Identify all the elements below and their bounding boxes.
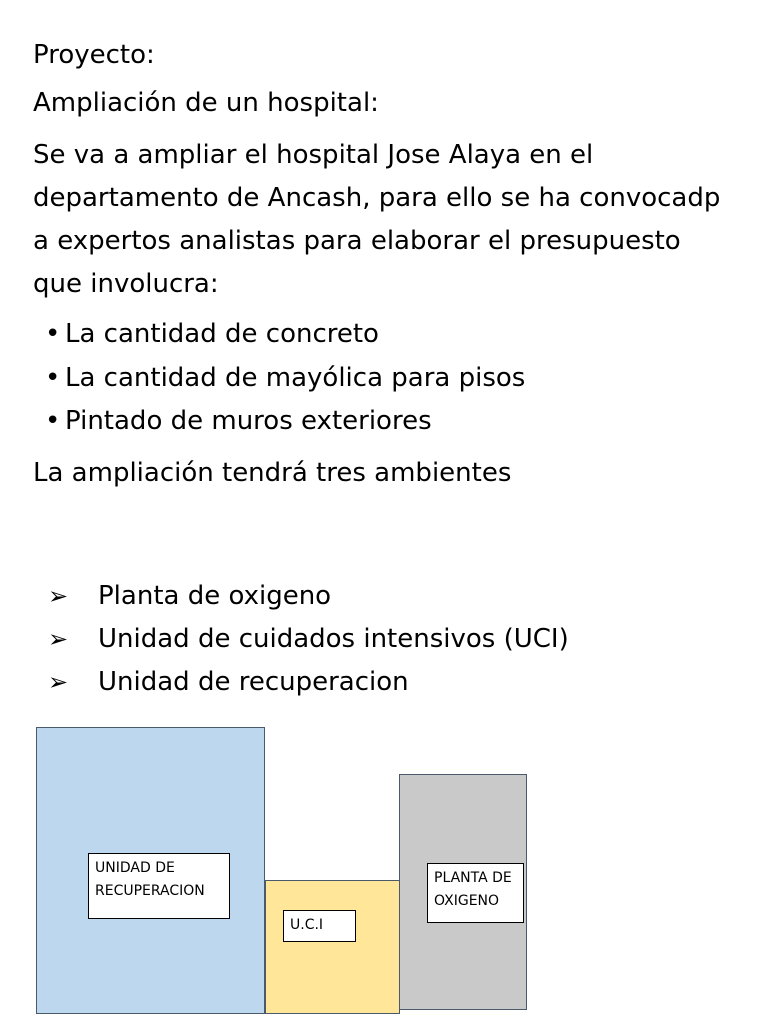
bullet-icon: •: [45, 319, 61, 349]
bullet-item-pintado: [45, 400, 432, 443]
arrow-item-text: Unidad de cuidados intensivos (UCI): [98, 624, 569, 654]
bullet-text: La cantidad de mayólica para pisos: [65, 363, 526, 393]
arrow-bullet-icon: ➢: [48, 625, 69, 653]
arrow-item-text: Planta de oxigeno: [98, 581, 332, 611]
project-description: [33, 134, 753, 306]
project-heading: Proyecto:: [33, 40, 155, 70]
room-label-uci: U.C.I: [283, 910, 356, 942]
arrow-bullet-icon: ➢: [48, 582, 69, 610]
room-uci: [265, 880, 400, 1014]
arrow-item-text: Unidad de recuperacion: [98, 667, 409, 697]
description-line: a expertos analistas para elaborar el presupuesto: [33, 226, 681, 256]
bullet-icon: •: [45, 406, 61, 436]
room-label-recuperacion: UNIDAD DE RECUPERACION: [88, 853, 230, 919]
bullet-text: Pintado de muros exteriores: [65, 406, 432, 436]
project-subtitle: Ampliación de un hospital:: [33, 88, 379, 118]
arrow-item-uci: [48, 618, 569, 661]
summary-text: La ampliación tendrá tres ambientes: [33, 458, 512, 488]
description-line: departamento de Ancash, para ello se ha convocadp: [33, 183, 721, 213]
arrow-item-planta: [48, 575, 331, 618]
bullet-item-concreto: [45, 313, 379, 356]
bullet-item-mayolica: [45, 357, 525, 400]
bullet-text: La cantidad de concreto: [65, 319, 379, 349]
room-label-oxigeno: PLANTA DE OXIGENO: [427, 863, 524, 923]
arrow-item-recuperacion: [48, 661, 409, 704]
bullet-icon: •: [45, 363, 61, 393]
arrow-bullet-icon: ➢: [48, 668, 69, 696]
description-line: Se va a ampliar el hospital Jose Alaya en el: [33, 140, 594, 170]
description-line: que involucra:: [33, 269, 219, 299]
